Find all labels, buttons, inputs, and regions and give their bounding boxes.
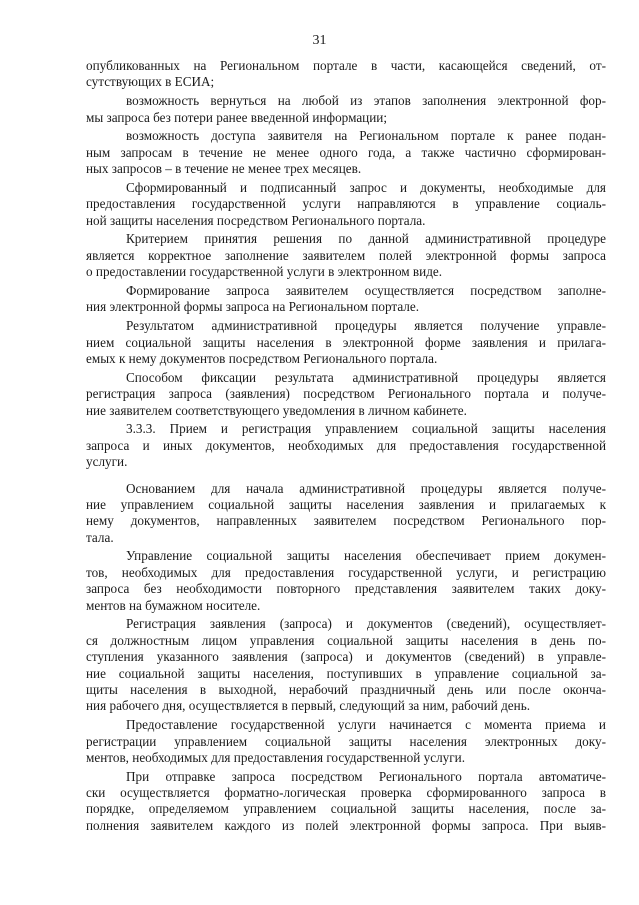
paragraph xyxy=(86,616,606,714)
text-line: нием социальной защиты населения в электронной форме заявления и прилага- xyxy=(86,334,606,350)
text-line: ние управлением социальной защиты населения заявления и прилагаемых к xyxy=(86,496,606,512)
text-line: емых к нему документов посредством Регионального портала. xyxy=(86,350,438,366)
text-line: ние социальной защиты населения, поступивших в управление социальной за- xyxy=(86,665,606,681)
paragraph xyxy=(86,421,606,470)
text-line: о предоставлении государственной услуги в электронном виде. xyxy=(86,264,443,280)
text-line: регистрация запроса (заявления) посредством Регионального портала и получе- xyxy=(86,386,606,402)
text-line: сутствующих в ЕСИА; xyxy=(86,74,215,90)
text-line: ным запросам в течение не менее одного года, а также частично сформирован- xyxy=(86,144,606,160)
text-line: щиты населения в выходной, нерабочий праздничный день или после оконча- xyxy=(86,681,606,697)
paragraph xyxy=(86,283,606,316)
text-line: Сформированный и подписанный запрос и документы, необходимые для xyxy=(126,179,606,195)
text-line: мы запроса без потери ранее введенной информации; xyxy=(86,109,388,125)
paragraph xyxy=(86,93,606,126)
text-line: ния рабочего дня, осуществляется в первый, следующий за ним, рабочий день. xyxy=(86,698,531,714)
text-line: ных запросов – в течение не менее трех месяцев. xyxy=(86,161,362,177)
text-line: возможность доступа заявителя на Региональном портале к ранее подан- xyxy=(126,128,606,144)
text-line: ние заявителем соответствующего уведомления в личном кабинете. xyxy=(86,402,467,418)
paragraph xyxy=(86,128,606,177)
text-line: возможность вернуться на любой из этапов заполнения электронной фор- xyxy=(126,93,606,109)
text-line: ной защиты населения посредством Регионального портала. xyxy=(86,212,426,228)
text-line: тала. xyxy=(86,529,114,545)
text-line: предоставления государственной услуги направляются в управление социаль- xyxy=(86,196,606,212)
paragraph xyxy=(86,769,606,835)
text-line: ски осуществляется форматно-логическая проверка сформированного запроса в xyxy=(86,785,606,801)
paragraph xyxy=(86,548,606,614)
text-line: Результатом административной процедуры является получение управле- xyxy=(126,318,606,334)
text-line: 3.3.3. Прием и регистрация управлением социальной защиты населения xyxy=(126,421,606,437)
paragraph xyxy=(86,370,606,419)
text-line: является корректное заполнение заявителем полей электронной формы запроса xyxy=(86,247,606,263)
text-line: Предоставление государственной услуги начинается с момента приема и xyxy=(126,717,606,733)
text-line: ния электронной формы запроса на Региональном портале. xyxy=(86,299,420,315)
paragraph xyxy=(86,318,606,367)
text-line: порядке, определяемом управлением социальной защиты населения, после за- xyxy=(86,801,606,817)
text-line: Критерием принятия решения по данной административной процедуре xyxy=(126,231,606,247)
text-line: запроса без необходимости повторного представления заявителем таких доку- xyxy=(86,581,606,597)
paragraph xyxy=(86,717,606,766)
text-line: При отправке запроса посредством Регионального портала автоматиче- xyxy=(126,768,606,784)
text-line: тов, необходимых для предоставления государственной услуги, и регистрацию xyxy=(86,564,606,580)
text-line: Основанием для начала административной процедуры является получе- xyxy=(126,480,606,496)
page-number: 31 xyxy=(312,33,327,48)
text-line: ся должностным лицом управления социальной защиты населения в день по- xyxy=(86,632,606,648)
paragraph xyxy=(86,180,606,229)
text-line: полнения заявителем каждого из полей электронной формы запроса. При выяв- xyxy=(86,817,606,833)
paragraph xyxy=(86,481,606,547)
text-line: ментов, необходимых для предоставления государственной услуги. xyxy=(86,749,466,765)
paragraph xyxy=(86,231,606,280)
text-line: опубликованных на Региональном портале в части, касающейся сведений, от- xyxy=(86,58,606,73)
text-line: Формирование запроса заявителем осуществляется посредством заполне- xyxy=(126,283,606,299)
document-body xyxy=(86,58,606,837)
text-line: нему документов, направленных заявителем посредством Регионального пор- xyxy=(86,513,606,529)
text-line: регистрации управлением социальной защиты населения электронных доку- xyxy=(86,733,606,749)
paragraph xyxy=(86,58,606,91)
text-line: Регистрация заявления (запроса) и документов (сведений), осуществляет- xyxy=(126,616,606,632)
text-line: ступления указанного заявления (запроса) и документов (сведений) в управле- xyxy=(86,649,606,665)
text-line: Способом фиксации результата административной процедуры является xyxy=(126,369,606,385)
text-line: Управление социальной защиты населения обеспечивает прием докумен- xyxy=(126,548,606,564)
text-line: услуги. xyxy=(86,454,128,470)
text-line: запроса и иных документов, необходимых для предоставления государственной xyxy=(86,437,606,453)
text-line: ментов на бумажном носителе. xyxy=(86,597,261,613)
